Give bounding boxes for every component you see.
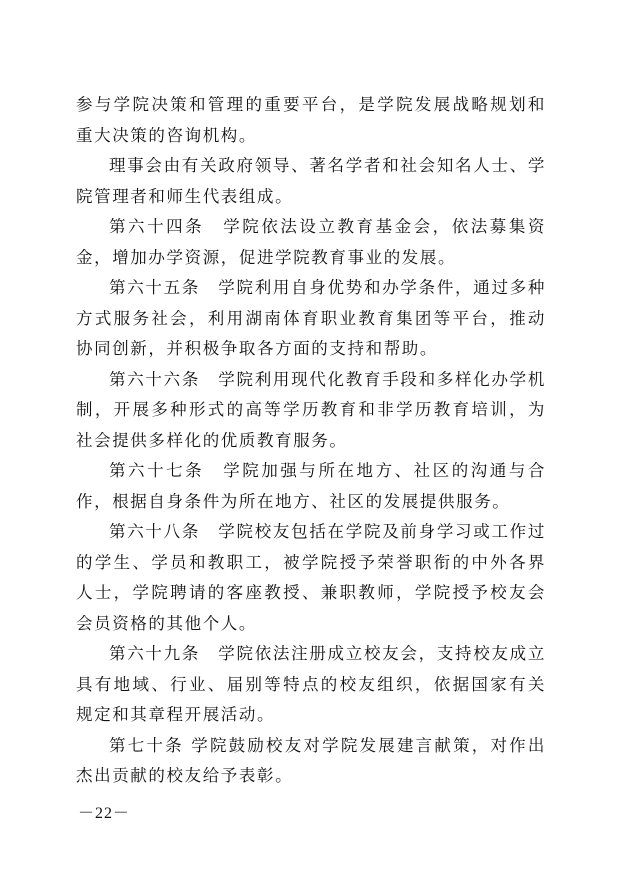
document-body xyxy=(76,90,546,792)
paragraph-article-69: 第六十九条 学院依法注册成立校友会，支持校友成立具有地域、行业、届别等特点的校友组织，依据国家有关规定和其章程开展活动。 xyxy=(76,644,546,724)
paragraph-article-66: 第六十六条 学院利用现代化教育手段和多样化办学机制，开展多种形式的高等学历教育和非学历教育培训，为社会提供多样化的优质教育服务。 xyxy=(76,369,546,450)
paragraph-article-64: 第六十四条 学院依法设立教育基金会，依法募集资金，增加办学资源，促进学院教育事业的发展。 xyxy=(76,217,546,267)
page-number: －22－ xyxy=(78,805,131,822)
paragraph-article-65: 第六十五条 学院利用自身优势和办学条件，通过多种方式服务社会，利用湖南体育职业教育集团等平台，推动协同创新，并积极争取各方面的支持和帮助。 xyxy=(76,278,546,358)
paragraph-council-composition: 理事会由有关政府领导、著名学者和社会知名人士、学院管理者和师生代表组成。 xyxy=(76,156,546,206)
paragraph-article-68: 第六十八条 学院校友包括在学院及前身学习或工作过的学生、学员和教职工，被学院授予荣誉职衔的中外各界人士，学院聘请的客座教授、兼职教师，学院授予校友会会员资格的其他个人。 xyxy=(76,522,546,633)
paragraph-article-67: 第六十七条 学院加强与所在地方、社区的沟通与合作，根据自身条件为所在地方、社区的发展提供服务。 xyxy=(76,461,546,511)
paragraph-article-70: 第七十条 学院鼓励校友对学院发展建言献策，对作出杰出贡献的校友给予表彰。 xyxy=(76,735,546,785)
paragraph-continuation: 参与学院决策和管理的重要平台，是学院发展战略规划和重大决策的咨询机构。 xyxy=(76,95,546,145)
